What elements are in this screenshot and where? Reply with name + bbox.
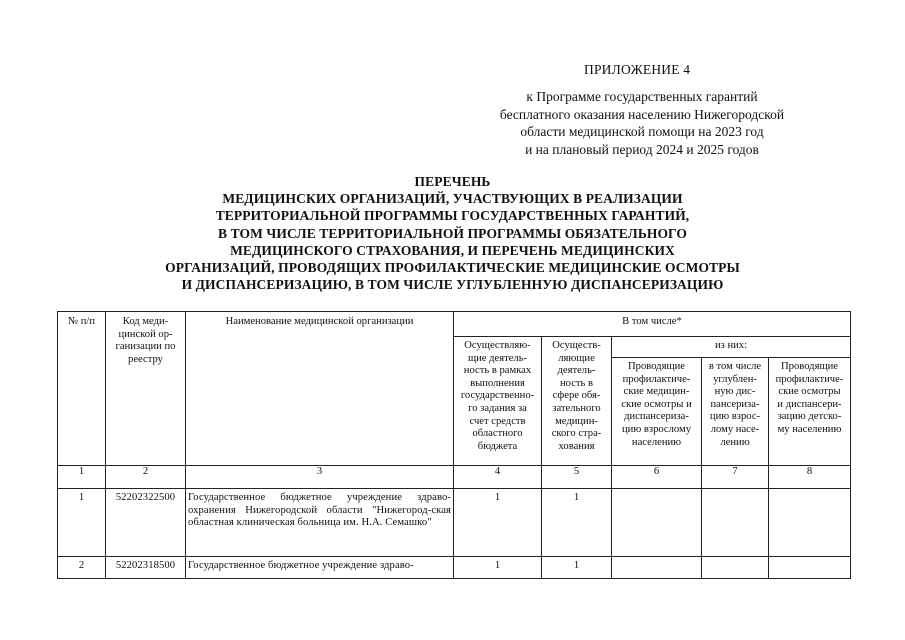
appendix-reference [474, 88, 810, 158]
header-col6-line: ские медицин- [623, 386, 690, 398]
header-col5-line: зательного [552, 402, 601, 414]
row-number: 2 [58, 557, 106, 579]
header-col8-line: профилактиче- [775, 373, 844, 385]
row-col5: 1 [542, 489, 612, 557]
title-line: ПЕРЕЧЕНЬ [414, 174, 491, 189]
header-col4-line: го задания за [468, 402, 527, 414]
row-code: 52202322500 [106, 489, 186, 557]
header-col5-line: ность в [559, 377, 594, 389]
header-col7-line: лому насе- [710, 423, 760, 435]
header-col7-line: цию взрос- [709, 411, 761, 423]
appendix-reference-line: и на плановый период 2024 и 2025 годов [525, 141, 759, 157]
row-col4: 1 [454, 489, 542, 557]
header-col4-line: выполнения [470, 377, 525, 389]
appendix-reference-line: бесплатного оказания населению Нижегородской [499, 106, 785, 122]
header-col5-line: ляющие [558, 352, 595, 364]
column-number: 7 [702, 466, 769, 489]
column-number: 5 [542, 466, 612, 489]
row-number: 1 [58, 489, 106, 557]
column-number-row [58, 466, 851, 489]
header-col7-line: ную дис- [714, 386, 756, 398]
column-number: 6 [612, 466, 702, 489]
header-col6-line: Проводящие [628, 361, 685, 372]
column-number: 3 [186, 466, 454, 489]
header-col4-line: счет средств [469, 415, 526, 427]
header-col6-line: ские осмотры и [621, 398, 692, 410]
column-number: 2 [106, 466, 186, 489]
column-number: 4 [454, 466, 542, 489]
appendix-reference-line: области медицинской помощи на 2023 год [520, 124, 764, 139]
header-col6-line: диспансериза- [624, 411, 689, 423]
row-code: 52202318500 [106, 557, 186, 579]
header-col5 [542, 337, 612, 466]
header-col7-line: в том числе [708, 361, 762, 372]
header-col8-line: ские осмотры [778, 386, 841, 398]
appendix-label: ПРИЛОЖЕНИЕ 4 [584, 62, 691, 77]
row-col5: 1 [542, 557, 612, 579]
row-col6 [612, 557, 702, 579]
header-including: В том числе* [454, 312, 851, 337]
title-line: МЕДИЦИНСКОГО СТРАХОВАНИЯ, И ПЕРЕЧЕНЬ МЕДИЦИНСКИХ [230, 242, 675, 258]
header-col8 [769, 358, 851, 466]
appendix-reference-line: к Программе государственных гарантий [526, 89, 758, 104]
header-col4-line: Осуществляю- [464, 340, 531, 351]
header-col4 [454, 337, 542, 466]
document-title [100, 173, 805, 293]
row-col8 [769, 489, 851, 557]
header-col4-line: бюджета [477, 440, 518, 452]
header-col6-line: населению [631, 436, 682, 448]
header-col8-line: и диспансери- [777, 398, 842, 410]
column-number: 8 [769, 466, 851, 489]
row-col7 [702, 489, 769, 557]
header-col5-line: хования [558, 440, 595, 452]
header-code-line: Код меди- [122, 316, 169, 327]
column-number: 1 [58, 466, 106, 489]
header-col5-line: сфере обя- [552, 390, 601, 402]
header-col5-line: Осуществ- [552, 340, 601, 351]
header-col7-line: пансериза- [710, 398, 760, 410]
row-col6 [612, 489, 702, 557]
row-col8 [769, 557, 851, 579]
header-code-line: ганизации по [115, 341, 176, 353]
header-code-line: реестру [128, 353, 163, 365]
header-col5-line: деятель- [557, 365, 596, 377]
row-col7 [702, 557, 769, 579]
table-row [58, 489, 851, 557]
title-line: В ТОМ ЧИСЛЕ ТЕРРИТОРИАЛЬНОЙ ПРОГРАММЫ ОБЯЗАТЕЛЬНОГО [218, 225, 687, 241]
title-line: МЕДИЦИНСКИХ ОРГАНИЗАЦИЙ, УЧАСТВУЮЩИХ В РЕАЛИЗАЦИИ [222, 191, 683, 207]
header-col7-line: лению [720, 436, 750, 448]
header-num: № п/п [58, 312, 106, 466]
header-col5-line: ского стра- [551, 428, 602, 440]
header-col4-line: областного [472, 428, 523, 440]
row-name: Государственное бюджетное учреждение здраво-охранения Нижегородской области "Нижегород-ская областная клиническая больница им. Н.А. Семашко" [186, 489, 454, 557]
header-col4-line: государственно- [460, 390, 535, 402]
title-line: И ДИСПАНСЕРИЗАЦИЮ, В ТОМ ЧИСЛЕ УГЛУБЛЕННУЮ ДИСПАНСЕРИЗАЦИЮ [181, 277, 724, 293]
header-col5-line: медицин- [555, 415, 598, 427]
header-col7-line: углублен- [713, 373, 757, 385]
header-code-line: цинской ор- [118, 328, 173, 340]
header-of-them: из них: [612, 337, 851, 358]
header-col8-line: Проводящие [781, 361, 838, 372]
header-col7 [702, 358, 769, 466]
organizations-table [57, 311, 851, 579]
title-line: ТЕРРИТОРИАЛЬНОЙ ПРОГРАММЫ ГОСУДАРСТВЕННЫХ ГАРАНТИЙ, [215, 208, 690, 224]
header-col8-line: зацию детско- [777, 411, 842, 423]
row-col4: 1 [454, 557, 542, 579]
header-col4-line: ность в рамках [463, 365, 532, 377]
header-col4-line: щие деятель- [467, 352, 528, 364]
header-name: Наименование медицинской организации [186, 312, 454, 466]
header-col8-line: му населению [777, 423, 842, 435]
header-col6-line: цию взрослому [621, 423, 692, 435]
table-row [58, 557, 851, 579]
title-line: ОРГАНИЗАЦИЙ, ПРОВОДЯЩИХ ПРОФИЛАКТИЧЕСКИЕ МЕДИЦИНСКИЕ ОСМОТРЫ [165, 260, 740, 276]
row-name: Государственное бюджетное учреждение здраво- [186, 557, 454, 579]
header-col6-line: профилактиче- [622, 373, 691, 385]
header-col6 [612, 358, 702, 466]
header-code [106, 312, 186, 466]
